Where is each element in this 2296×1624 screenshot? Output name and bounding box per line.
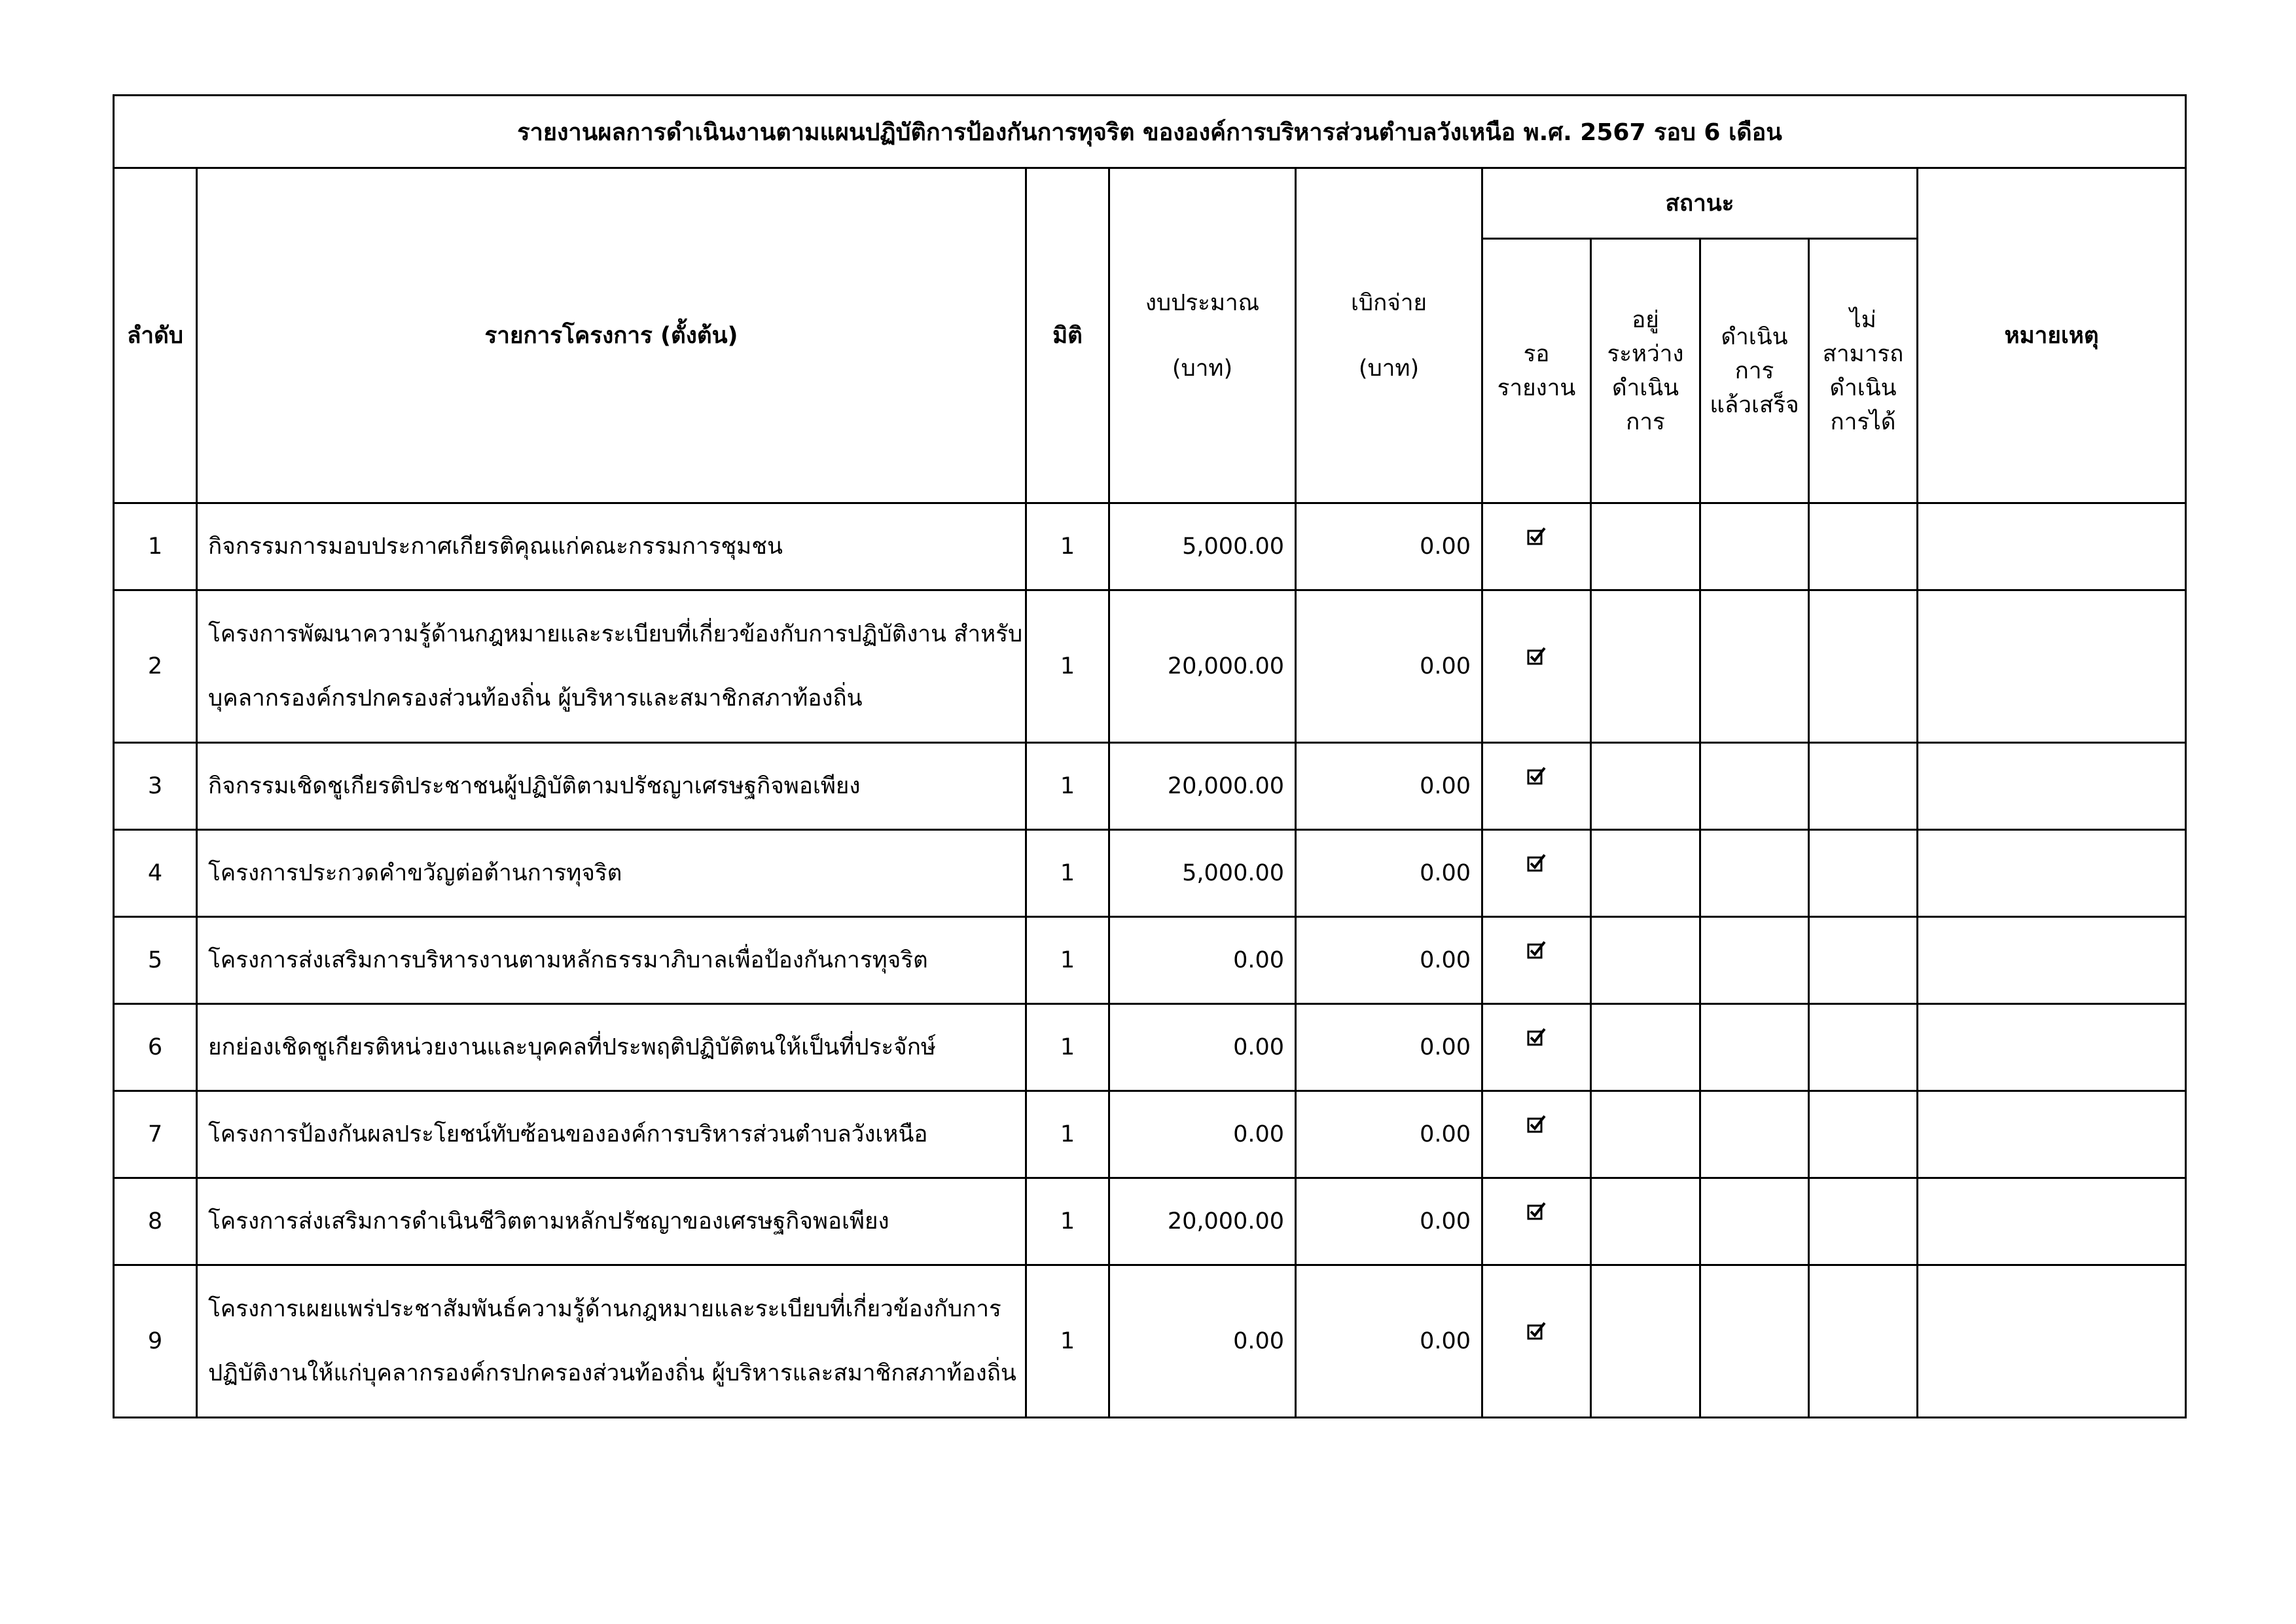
row-budget: 5,000.00 bbox=[1109, 830, 1296, 917]
header-status-unable bbox=[1809, 239, 1918, 503]
table-row bbox=[114, 1265, 2186, 1418]
row-status-done bbox=[1700, 1004, 1809, 1091]
row-status-unable bbox=[1809, 1004, 1918, 1091]
row-budget: 0.00 bbox=[1109, 1265, 1296, 1418]
checkbox-checked-icon bbox=[1527, 1114, 1547, 1134]
row-disbursed: 0.00 bbox=[1296, 830, 1482, 917]
header-status-unable-line3: ดำเนิน bbox=[1829, 374, 1897, 401]
header-status-in-progress bbox=[1591, 239, 1700, 503]
row-remark bbox=[1918, 917, 2186, 1004]
row-disbursed: 0.00 bbox=[1296, 1178, 1482, 1265]
row-dimension: 1 bbox=[1026, 1265, 1109, 1418]
row-remark bbox=[1918, 1178, 2186, 1265]
row-status-waiting bbox=[1482, 1004, 1591, 1091]
row-status-waiting bbox=[1482, 830, 1591, 917]
row-status-waiting bbox=[1482, 1265, 1591, 1418]
checkbox-checked-icon bbox=[1527, 853, 1547, 873]
row-status-done bbox=[1700, 1178, 1809, 1265]
row-status-in-progress bbox=[1591, 1091, 1700, 1178]
row-project: โครงการส่งเสริมการดำเนินชีวิตตามหลักปรัชญาของเศรษฐกิจพอเพียง bbox=[197, 1178, 1026, 1265]
row-budget: 0.00 bbox=[1109, 1004, 1296, 1091]
table-row bbox=[114, 503, 2186, 590]
row-no: 9 bbox=[114, 1265, 197, 1418]
header-no: ลำดับ bbox=[114, 168, 197, 503]
header-status-unable-line2: สามารถ bbox=[1822, 340, 1904, 367]
row-disbursed: 0.00 bbox=[1296, 917, 1482, 1004]
row-no: 3 bbox=[114, 743, 197, 830]
header-disbursed-line1: เบิกจ่าย bbox=[1350, 289, 1427, 316]
row-dimension: 1 bbox=[1026, 917, 1109, 1004]
row-project: กิจกรรมเชิดชูเกียรติประชาชนผู้ปฏิบัติตามปรัชญาเศรษฐกิจพอเพียง bbox=[197, 743, 1026, 830]
row-project: กิจกรรมการมอบประกาศเกียรติคุณแก่คณะกรรมการชุมชน bbox=[197, 503, 1026, 590]
row-remark bbox=[1918, 590, 2186, 743]
row-dimension: 1 bbox=[1026, 830, 1109, 917]
header-status-done-line3: แล้วเสร็จ bbox=[1710, 391, 1799, 418]
row-status-in-progress bbox=[1591, 830, 1700, 917]
row-budget: 5,000.00 bbox=[1109, 503, 1296, 590]
row-status-in-progress bbox=[1591, 1178, 1700, 1265]
header-remark: หมายเหตุ bbox=[1918, 168, 2186, 503]
checkbox-checked-icon bbox=[1527, 940, 1547, 960]
row-dimension: 1 bbox=[1026, 1091, 1109, 1178]
row-budget: 0.00 bbox=[1109, 1091, 1296, 1178]
row-project: โครงการประกวดคำขวัญต่อต้านการทุจริต bbox=[197, 830, 1026, 917]
row-status-waiting bbox=[1482, 917, 1591, 1004]
row-remark bbox=[1918, 830, 2186, 917]
row-remark bbox=[1918, 743, 2186, 830]
row-disbursed: 0.00 bbox=[1296, 503, 1482, 590]
row-status-unable bbox=[1809, 743, 1918, 830]
row-project: โครงการพัฒนาความรู้ด้านกฎหมายและระเบียบที่เกี่ยวข้องกับการปฏิบัติงาน สำหรับบุคลากรองค์กรปกครองส่วนท้องถิ่น ผู้บริหารและสมาชิกสภาท้องถิ่น bbox=[197, 590, 1026, 743]
row-status-unable bbox=[1809, 503, 1918, 590]
row-remark bbox=[1918, 503, 2186, 590]
header-status-waiting-line2: รายงาน bbox=[1497, 374, 1576, 401]
header-status: สถานะ bbox=[1482, 168, 1918, 239]
row-status-done bbox=[1700, 590, 1809, 743]
row-status-in-progress bbox=[1591, 743, 1700, 830]
header-status-in-progress-line4: การ bbox=[1626, 408, 1665, 435]
row-status-in-progress bbox=[1591, 590, 1700, 743]
row-status-done bbox=[1700, 503, 1809, 590]
row-status-unable bbox=[1809, 1178, 1918, 1265]
row-status-done bbox=[1700, 830, 1809, 917]
row-dimension: 1 bbox=[1026, 590, 1109, 743]
header-status-done-line2: การ bbox=[1734, 357, 1774, 384]
table-row bbox=[114, 830, 2186, 917]
row-status-waiting bbox=[1482, 743, 1591, 830]
header-status-in-progress-line2: ระหว่าง bbox=[1607, 340, 1684, 367]
row-remark bbox=[1918, 1265, 2186, 1418]
header-disbursed-line2: (บาท) bbox=[1358, 355, 1420, 382]
header-status-unable-line4: การได้ bbox=[1830, 408, 1896, 435]
checkbox-checked-icon bbox=[1527, 766, 1547, 785]
row-status-unable bbox=[1809, 830, 1918, 917]
header-status-in-progress-line3: ดำเนิน bbox=[1611, 374, 1679, 401]
row-remark bbox=[1918, 1091, 2186, 1178]
row-disbursed: 0.00 bbox=[1296, 590, 1482, 743]
row-no: 4 bbox=[114, 830, 197, 917]
table-row bbox=[114, 1178, 2186, 1265]
header-budget bbox=[1109, 168, 1296, 503]
row-no: 8 bbox=[114, 1178, 197, 1265]
row-dimension: 1 bbox=[1026, 743, 1109, 830]
row-no: 1 bbox=[114, 503, 197, 590]
table-row bbox=[114, 743, 2186, 830]
checkbox-checked-icon bbox=[1527, 1027, 1547, 1047]
row-status-unable bbox=[1809, 1265, 1918, 1418]
checkbox-checked-icon bbox=[1527, 526, 1547, 546]
checkbox-checked-icon bbox=[1527, 1201, 1547, 1221]
row-status-waiting bbox=[1482, 503, 1591, 590]
row-project: โครงการส่งเสริมการบริหารงานตามหลักธรรมาภิบาลเพื่อป้องกันการทุจริต bbox=[197, 917, 1026, 1004]
row-budget: 20,000.00 bbox=[1109, 590, 1296, 743]
row-dimension: 1 bbox=[1026, 1004, 1109, 1091]
row-status-waiting bbox=[1482, 590, 1591, 743]
row-disbursed: 0.00 bbox=[1296, 1004, 1482, 1091]
row-no: 7 bbox=[114, 1091, 197, 1178]
row-project: โครงการป้องกันผลประโยชน์ทับซ้อนขององค์การบริหารส่วนตำบลวังเหนือ bbox=[197, 1091, 1026, 1178]
row-status-waiting bbox=[1482, 1091, 1591, 1178]
row-status-done bbox=[1700, 917, 1809, 1004]
header-status-done bbox=[1700, 239, 1809, 503]
row-status-done bbox=[1700, 743, 1809, 830]
header-status-unable-line1: ไม่ bbox=[1850, 306, 1876, 333]
row-status-done bbox=[1700, 1091, 1809, 1178]
row-status-unable bbox=[1809, 590, 1918, 743]
table-row bbox=[114, 1004, 2186, 1091]
table-row bbox=[114, 917, 2186, 1004]
header-status-waiting-line1: รอ bbox=[1523, 340, 1550, 367]
header-budget-line1: งบประมาณ bbox=[1145, 289, 1260, 316]
row-status-waiting bbox=[1482, 1178, 1591, 1265]
header-dimension: มิติ bbox=[1026, 168, 1109, 503]
header-status-waiting bbox=[1482, 239, 1591, 503]
header-disbursed bbox=[1296, 168, 1482, 503]
row-disbursed: 0.00 bbox=[1296, 1091, 1482, 1178]
header-budget-line2: (บาท) bbox=[1172, 355, 1233, 382]
row-budget: 20,000.00 bbox=[1109, 743, 1296, 830]
header-status-done-line1: ดำเนิน bbox=[1721, 323, 1788, 350]
row-status-unable bbox=[1809, 1091, 1918, 1178]
row-project: ยกย่องเชิดชูเกียรติหน่วยงานและบุคคลที่ประพฤติปฏิบัติตนให้เป็นที่ประจักษ์ bbox=[197, 1004, 1026, 1091]
checkbox-checked-icon bbox=[1527, 1321, 1547, 1341]
row-disbursed: 0.00 bbox=[1296, 743, 1482, 830]
row-status-in-progress bbox=[1591, 1265, 1700, 1418]
row-no: 6 bbox=[114, 1004, 197, 1091]
row-disbursed: 0.00 bbox=[1296, 1265, 1482, 1418]
row-status-in-progress bbox=[1591, 917, 1700, 1004]
table-row bbox=[114, 590, 2186, 743]
row-no: 5 bbox=[114, 917, 197, 1004]
table-row bbox=[114, 1091, 2186, 1178]
row-status-unable bbox=[1809, 917, 1918, 1004]
row-remark bbox=[1918, 1004, 2186, 1091]
header-project: รายการโครงการ (ตั้งต้น) bbox=[197, 168, 1026, 503]
row-dimension: 1 bbox=[1026, 1178, 1109, 1265]
row-status-done bbox=[1700, 1265, 1809, 1418]
row-status-in-progress bbox=[1591, 1004, 1700, 1091]
report-table bbox=[113, 94, 2187, 1418]
report-title: รายงานผลการดำเนินงานตามแผนปฏิบัติการป้องกันการทุจริต ขององค์การบริหารส่วนตำบลวังเหนือ พ.ศ. 2567 รอบ 6 เดือน bbox=[114, 96, 2186, 168]
checkbox-checked-icon bbox=[1527, 646, 1547, 666]
row-no: 2 bbox=[114, 590, 197, 743]
row-budget: 20,000.00 bbox=[1109, 1178, 1296, 1265]
row-project: โครงการเผยแพร่ประชาสัมพันธ์ความรู้ด้านกฎหมายและระเบียบที่เกี่ยวข้องกับการปฏิบัติงานให้แก่บุคลากรองค์กรปกครองส่วนท้องถิ่น ผู้บริหารและสมาชิกสภาท้องถิ่น bbox=[197, 1265, 1026, 1418]
row-dimension: 1 bbox=[1026, 503, 1109, 590]
row-status-in-progress bbox=[1591, 503, 1700, 590]
row-budget: 0.00 bbox=[1109, 917, 1296, 1004]
header-status-in-progress-line1: อยู่ bbox=[1632, 306, 1659, 333]
